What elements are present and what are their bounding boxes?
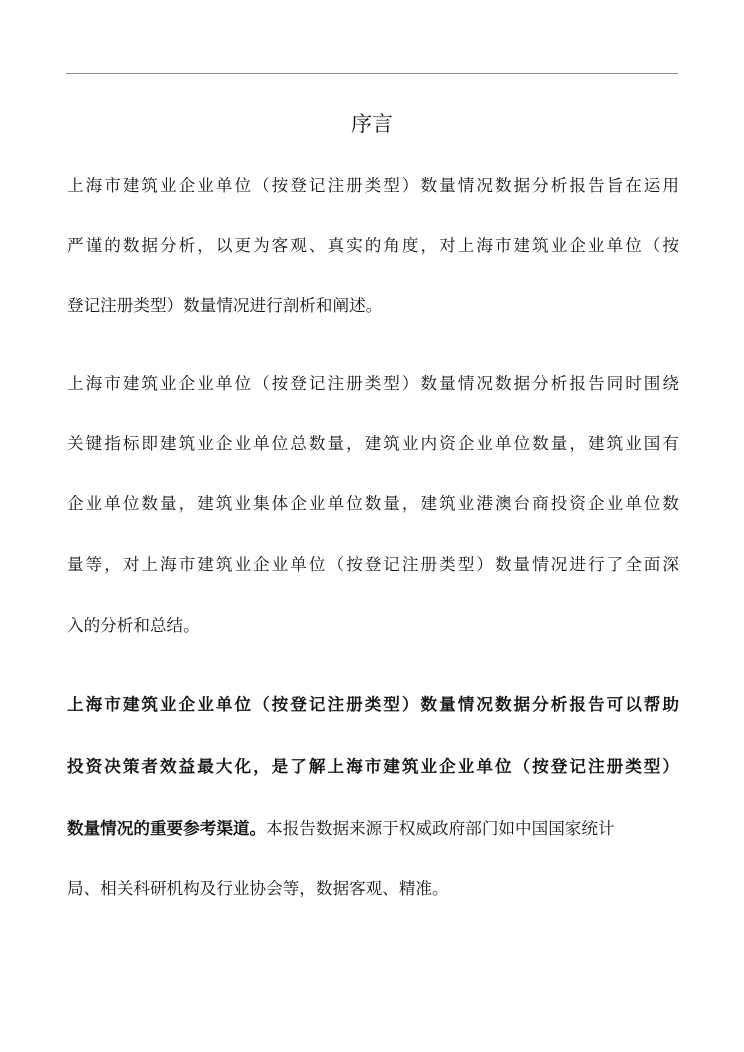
paragraph-2-line-3: 企业单位数量，建筑业集体企业单位数量，建筑业港澳台商投资企业单位数	[67, 494, 679, 513]
paragraph-2-line-2: 关键指标即建筑业企业单位总数量，建筑业内资企业单位数量，建筑业国有	[67, 434, 679, 453]
paragraph-3-bold-lead: 数量情况的重要参考渠道。	[67, 819, 267, 838]
paragraph-3-line-3	[67, 817, 679, 841]
paragraph-1-line-2: 严谨的数据分析，以更为客观、真实的角度，对上海市建筑业企业单位（按	[67, 236, 679, 255]
paragraph-1-line-3: 登记注册类型）数量情况进行剖析和阐述。	[67, 296, 383, 315]
paragraph-2-line-1: 上海市建筑业企业单位（按登记注册类型）数量情况数据分析报告同时围绕	[67, 374, 679, 393]
paragraph-3-line-2: 投资决策者效益最大化，是了解上海市建筑业企业单位（按登记注册类型）	[67, 757, 679, 776]
paragraph-2-line-4: 量等，对上海市建筑业企业单位（按登记注册类型）数量情况进行了全面深	[67, 555, 679, 574]
page-title: 序言	[351, 112, 393, 136]
paragraph-3-line-1: 上海市建筑业企业单位（按登记注册类型）数量情况数据分析报告可以帮助	[67, 695, 679, 714]
paragraph-2-line-5: 入的分析和总结。	[67, 616, 200, 635]
paragraph-3-normal-tail: 本报告数据来源于权威政府部门如中国国家统计	[266, 819, 615, 838]
paragraph-3-line-4: 局、相关科研机构及行业协会等，数据客观、精准。	[67, 879, 449, 898]
paragraph-1-line-1: 上海市建筑业企业单位（按登记注册类型）数量情况数据分析报告旨在运用	[67, 176, 679, 195]
header-divider	[66, 73, 678, 74]
